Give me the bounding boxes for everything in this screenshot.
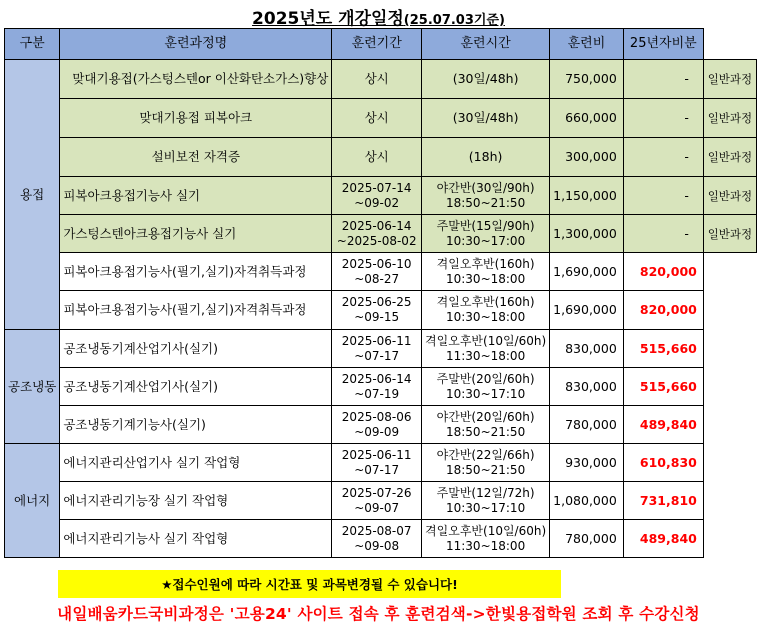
row-spacer (703, 253, 756, 291)
time-type: 야간반(22일/66h) (436, 447, 535, 462)
period-end: ~09-09 (354, 424, 400, 439)
time-hours: 18:50~21:50 (445, 195, 526, 210)
course-period: 상시 (332, 99, 422, 138)
course-self-pay: - (623, 60, 703, 99)
course-name: 공조냉동기계기능사(실기) (60, 406, 332, 444)
period-end: ~09-02 (354, 195, 400, 210)
table-row (5, 406, 757, 444)
course-name: 맞대기용접 피복아크 (60, 99, 332, 138)
period-start: 2025-06-14 (341, 218, 412, 233)
course-self-pay: 820,000 (623, 291, 703, 330)
course-fee: 930,000 (550, 444, 624, 482)
table-row (5, 215, 757, 253)
table-row (5, 138, 757, 177)
course-type-tag: 일반과정 (703, 138, 756, 177)
period-end: ~07-17 (354, 462, 400, 477)
category-energy: 에너지 (5, 444, 60, 558)
course-name: 공조냉동기계산업기사(실기) (60, 330, 332, 368)
row-spacer (703, 520, 756, 558)
course-self-pay: 489,840 (623, 406, 703, 444)
course-type-tag: 일반과정 (703, 215, 756, 253)
course-fee: 1,300,000 (550, 215, 624, 253)
period-start: 2025-06-11 (341, 333, 412, 348)
category-welding: 용접 (5, 60, 60, 330)
course-name: 피복아크용접기능사(필기,실기)자격취득과정 (60, 291, 332, 330)
period-end: ~07-19 (354, 386, 400, 401)
time-hours: 10:30~18:00 (445, 271, 526, 286)
period-end: ~08-27 (354, 271, 400, 286)
course-period (332, 291, 422, 330)
course-time (422, 291, 550, 330)
course-name: 가스텅스텐아크용접기능사 실기 (60, 215, 332, 253)
time-hours: 11:30~18:00 (445, 538, 526, 553)
course-time (422, 215, 550, 253)
header-spacer (703, 29, 756, 60)
course-period: 상시 (332, 138, 422, 177)
course-self-pay: 731,810 (623, 482, 703, 520)
time-type: 주말반(12일/72h) (436, 485, 535, 500)
course-period (332, 520, 422, 558)
course-fee: 780,000 (550, 520, 624, 558)
period-start: 2025-06-14 (341, 371, 412, 386)
table-row (5, 520, 757, 558)
period-start: 2025-06-11 (341, 447, 412, 462)
course-self-pay: 515,660 (623, 330, 703, 368)
footer-instructions: 내일배움카드국비과정은 '고용24' 사이트 접속 후 훈련검색->한빛용접학원 조회 후 수강신청 (57, 605, 700, 623)
course-time (422, 406, 550, 444)
period-end: ~2025-08-02 (336, 233, 417, 248)
course-name: 맞대기용접(가스텅스텐or 이산화탄소가스)향상 (60, 60, 332, 99)
table-row (5, 482, 757, 520)
course-time (422, 330, 550, 368)
time-type: 격일오후반(160h) (436, 295, 535, 309)
table-row (5, 330, 757, 368)
table-row (5, 177, 757, 215)
table-row (5, 291, 757, 330)
course-time (422, 368, 550, 406)
row-spacer (703, 291, 756, 330)
period-end: ~09-07 (354, 500, 400, 515)
course-period (332, 330, 422, 368)
header-fee: 훈련비 (550, 29, 624, 60)
time-type: 격일오후반(160h) (436, 256, 535, 271)
course-self-pay: 515,660 (623, 368, 703, 406)
course-period (332, 177, 422, 215)
course-fee: 1,150,000 (550, 177, 624, 215)
schedule-table (4, 28, 757, 558)
header-row (5, 29, 757, 60)
course-self-pay: 820,000 (623, 253, 703, 291)
course-fee: 1,080,000 (550, 482, 624, 520)
course-name: 피복아크용접기능사 실기 (60, 177, 332, 215)
course-period: 상시 (332, 60, 422, 99)
time-type: 주말반(15일/90h) (436, 218, 535, 233)
period-end: ~07-17 (354, 348, 400, 363)
time-hours: 10:30~17:10 (445, 500, 526, 515)
header-self-pay: 25년자비분 (623, 29, 703, 60)
course-self-pay: - (623, 99, 703, 138)
course-type-tag: 일반과정 (703, 99, 756, 138)
time-type: 주말반(20일/60h) (436, 371, 535, 386)
time-type: 격일오후반(10일/60h) (425, 333, 547, 348)
course-period (332, 406, 422, 444)
course-period (332, 482, 422, 520)
course-name: 설비보전 자격증 (60, 138, 332, 177)
row-spacer (703, 482, 756, 520)
course-self-pay: 610,830 (623, 444, 703, 482)
course-time (422, 177, 550, 215)
course-fee: 1,690,000 (550, 253, 624, 291)
period-start: 2025-06-25 (341, 295, 412, 309)
header-course-name: 훈련과정명 (60, 29, 332, 60)
table-row (5, 253, 757, 291)
period-start: 2025-08-07 (341, 523, 412, 538)
time-type: 야간반(20일/60h) (436, 409, 535, 424)
period-start: 2025-07-14 (341, 180, 412, 195)
course-self-pay: - (623, 215, 703, 253)
title-main: 2025년도 개강일정 (252, 9, 404, 29)
course-fee: 750,000 (550, 60, 624, 99)
course-name: 에너지관리기능사 실기 작업형 (60, 520, 332, 558)
title-sub: (25.07.03기준) (403, 13, 505, 28)
course-time (422, 444, 550, 482)
period-end: ~09-15 (354, 310, 400, 324)
header-category: 구분 (5, 29, 60, 60)
time-type: 야간반(30일/90h) (436, 180, 535, 195)
course-name: 에너지관리기능장 실기 작업형 (60, 482, 332, 520)
time-hours: 10:30~17:00 (445, 233, 526, 248)
period-start: 2025-07-26 (341, 485, 412, 500)
time-hours: 10:30~17:10 (445, 386, 526, 401)
course-time (422, 520, 550, 558)
period-start: 2025-06-10 (341, 256, 412, 271)
course-self-pay: 489,840 (623, 520, 703, 558)
header-period: 훈련기간 (332, 29, 422, 60)
course-time (422, 253, 550, 291)
course-fee: 830,000 (550, 368, 624, 406)
course-name: 에너지관리산업기사 실기 작업형 (60, 444, 332, 482)
row-spacer (703, 406, 756, 444)
course-name: 공조냉동기계산업기사(실기) (60, 368, 332, 406)
course-time: (30일/48h) (422, 99, 550, 138)
time-type: 격일오후반(10일/60h) (425, 523, 547, 538)
period-end: ~09-08 (354, 538, 400, 553)
time-hours: 18:50~21:50 (445, 424, 526, 439)
time-hours: 18:50~21:50 (445, 462, 526, 477)
course-type-tag: 일반과정 (703, 177, 756, 215)
course-period (332, 444, 422, 482)
course-type-tag: 일반과정 (703, 60, 756, 99)
course-fee: 300,000 (550, 138, 624, 177)
course-self-pay: - (623, 138, 703, 177)
time-hours: 11:30~18:00 (445, 348, 526, 363)
period-start: 2025-08-06 (341, 409, 412, 424)
category-hvac: 공조냉동 (5, 330, 60, 444)
course-fee: 830,000 (550, 330, 624, 368)
table-row (5, 99, 757, 138)
course-fee: 1,690,000 (550, 291, 624, 330)
course-time: (30일/48h) (422, 60, 550, 99)
course-period (332, 253, 422, 291)
header-time: 훈련시간 (422, 29, 550, 60)
course-name: 피복아크용접기능사(필기,실기)자격취득과정 (60, 253, 332, 291)
course-self-pay: - (623, 177, 703, 215)
row-spacer (703, 444, 756, 482)
document-title (0, 4, 757, 29)
course-period (332, 215, 422, 253)
table-row (5, 368, 757, 406)
time-hours: 10:30~18:00 (445, 310, 526, 324)
course-period (332, 368, 422, 406)
course-fee: 780,000 (550, 406, 624, 444)
table-row (5, 60, 757, 99)
course-fee: 660,000 (550, 99, 624, 138)
table-row (5, 444, 757, 482)
row-spacer (703, 368, 756, 406)
notice-banner: ★접수인원에 따라 시간표 및 과목변경될 수 있습니다! (58, 570, 561, 598)
row-spacer (703, 330, 756, 368)
course-time: (18h) (422, 138, 550, 177)
course-time (422, 482, 550, 520)
